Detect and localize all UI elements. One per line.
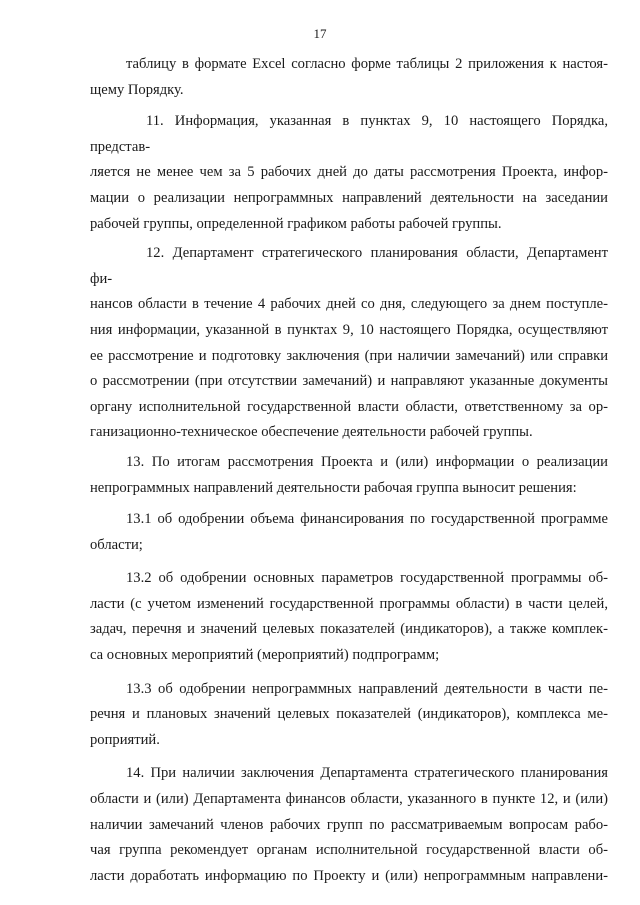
text-line: щему Порядку.: [90, 81, 184, 98]
paragraph-3: [90, 241, 608, 446]
text-line: органу исполнительной государственной власти области, ответственному за ор-: [90, 398, 608, 415]
paragraph-8: [90, 761, 608, 889]
paragraph-4: [90, 450, 608, 501]
text-line: ганизационно-техническое обеспечение деятельности рабочей группы.: [90, 424, 533, 441]
document-body: [90, 52, 608, 889]
text-line: непрограммных направлений деятельности рабочая группа выносит решения:: [90, 479, 577, 496]
text-line: 13.1 об одобрении объема финансирования по государственной программе: [126, 511, 608, 528]
text-line: роприятий.: [90, 731, 160, 748]
paragraph-6: [90, 566, 608, 668]
text-line: нансов области в течение 4 рабочих дней со дня, следующего за днем поступле-: [90, 296, 608, 313]
text-line: речня и плановых значений целевых показателей (индикаторов), комплекса ме-: [90, 706, 608, 723]
paragraph-5: [90, 507, 608, 558]
text-line: ласти доработать информацию по Проекту и (или) непрограммным направлени-: [90, 867, 608, 884]
text-line: 13. По итогам рассмотрения Проекта и (или) информации о реализации: [126, 453, 608, 470]
text-line: рабочей группы, определенной графиком работы рабочей группы.: [90, 215, 502, 232]
paragraph-7: [90, 677, 608, 754]
text-line: 13.3 об одобрении непрограммных направлений деятельности в части пе-: [126, 680, 608, 697]
text-line: ее рассмотрение и подготовку заключения (при наличии замечаний) или справки: [90, 347, 608, 364]
text-line: области;: [90, 536, 143, 553]
text-line: 14. При наличии заключения Департамента стратегического планирования: [126, 765, 608, 782]
text-line: о рассмотрении (при отсутствии замечаний) и направляют указанные документы: [90, 373, 608, 390]
text-line: ния информации, указанной в пунктах 9, 10 настоящего Порядка, осуществляют: [90, 321, 608, 338]
text-line: са основных мероприятий (мероприятий) подпрограмм;: [90, 647, 440, 664]
paragraph-2: [90, 109, 608, 237]
page-number: 17: [313, 26, 327, 41]
text-line: ласти (с учетом изменений государственной программы области) в части целей,: [90, 595, 608, 612]
text-line: чая группа рекомендует органам исполнительной государственной власти об-: [90, 842, 608, 859]
text-line: ляется не менее чем за 5 рабочих дней до даты рассмотрения Проекта, инфор-: [90, 164, 608, 181]
text-line: 11. Информация, указанная в пунктах 9, 10 настоящего Порядка, представ-: [90, 113, 608, 155]
text-line: мации о реализации непрограммных направлений деятельности на заседании: [90, 189, 608, 206]
text-line: 12. Департамент стратегического планирования области, Департамент фи-: [90, 245, 608, 287]
text-line: таблицу в формате Excel согласно форме таблицы 2 приложения к настоя-: [126, 56, 608, 72]
paragraph-1: [90, 52, 608, 103]
text-line: задач, перечня и значений целевых показателей (индикаторов), а также комплек-: [90, 621, 608, 638]
text-line: наличии замечаний членов рабочих групп по рассматриваемым вопросам рабо-: [90, 816, 608, 833]
text-line: 13.2 об одобрении основных параметров государственной программы об-: [126, 570, 608, 587]
text-line: области и (или) Департамента финансов области, указанного в пункте 12, и (или): [90, 791, 608, 808]
